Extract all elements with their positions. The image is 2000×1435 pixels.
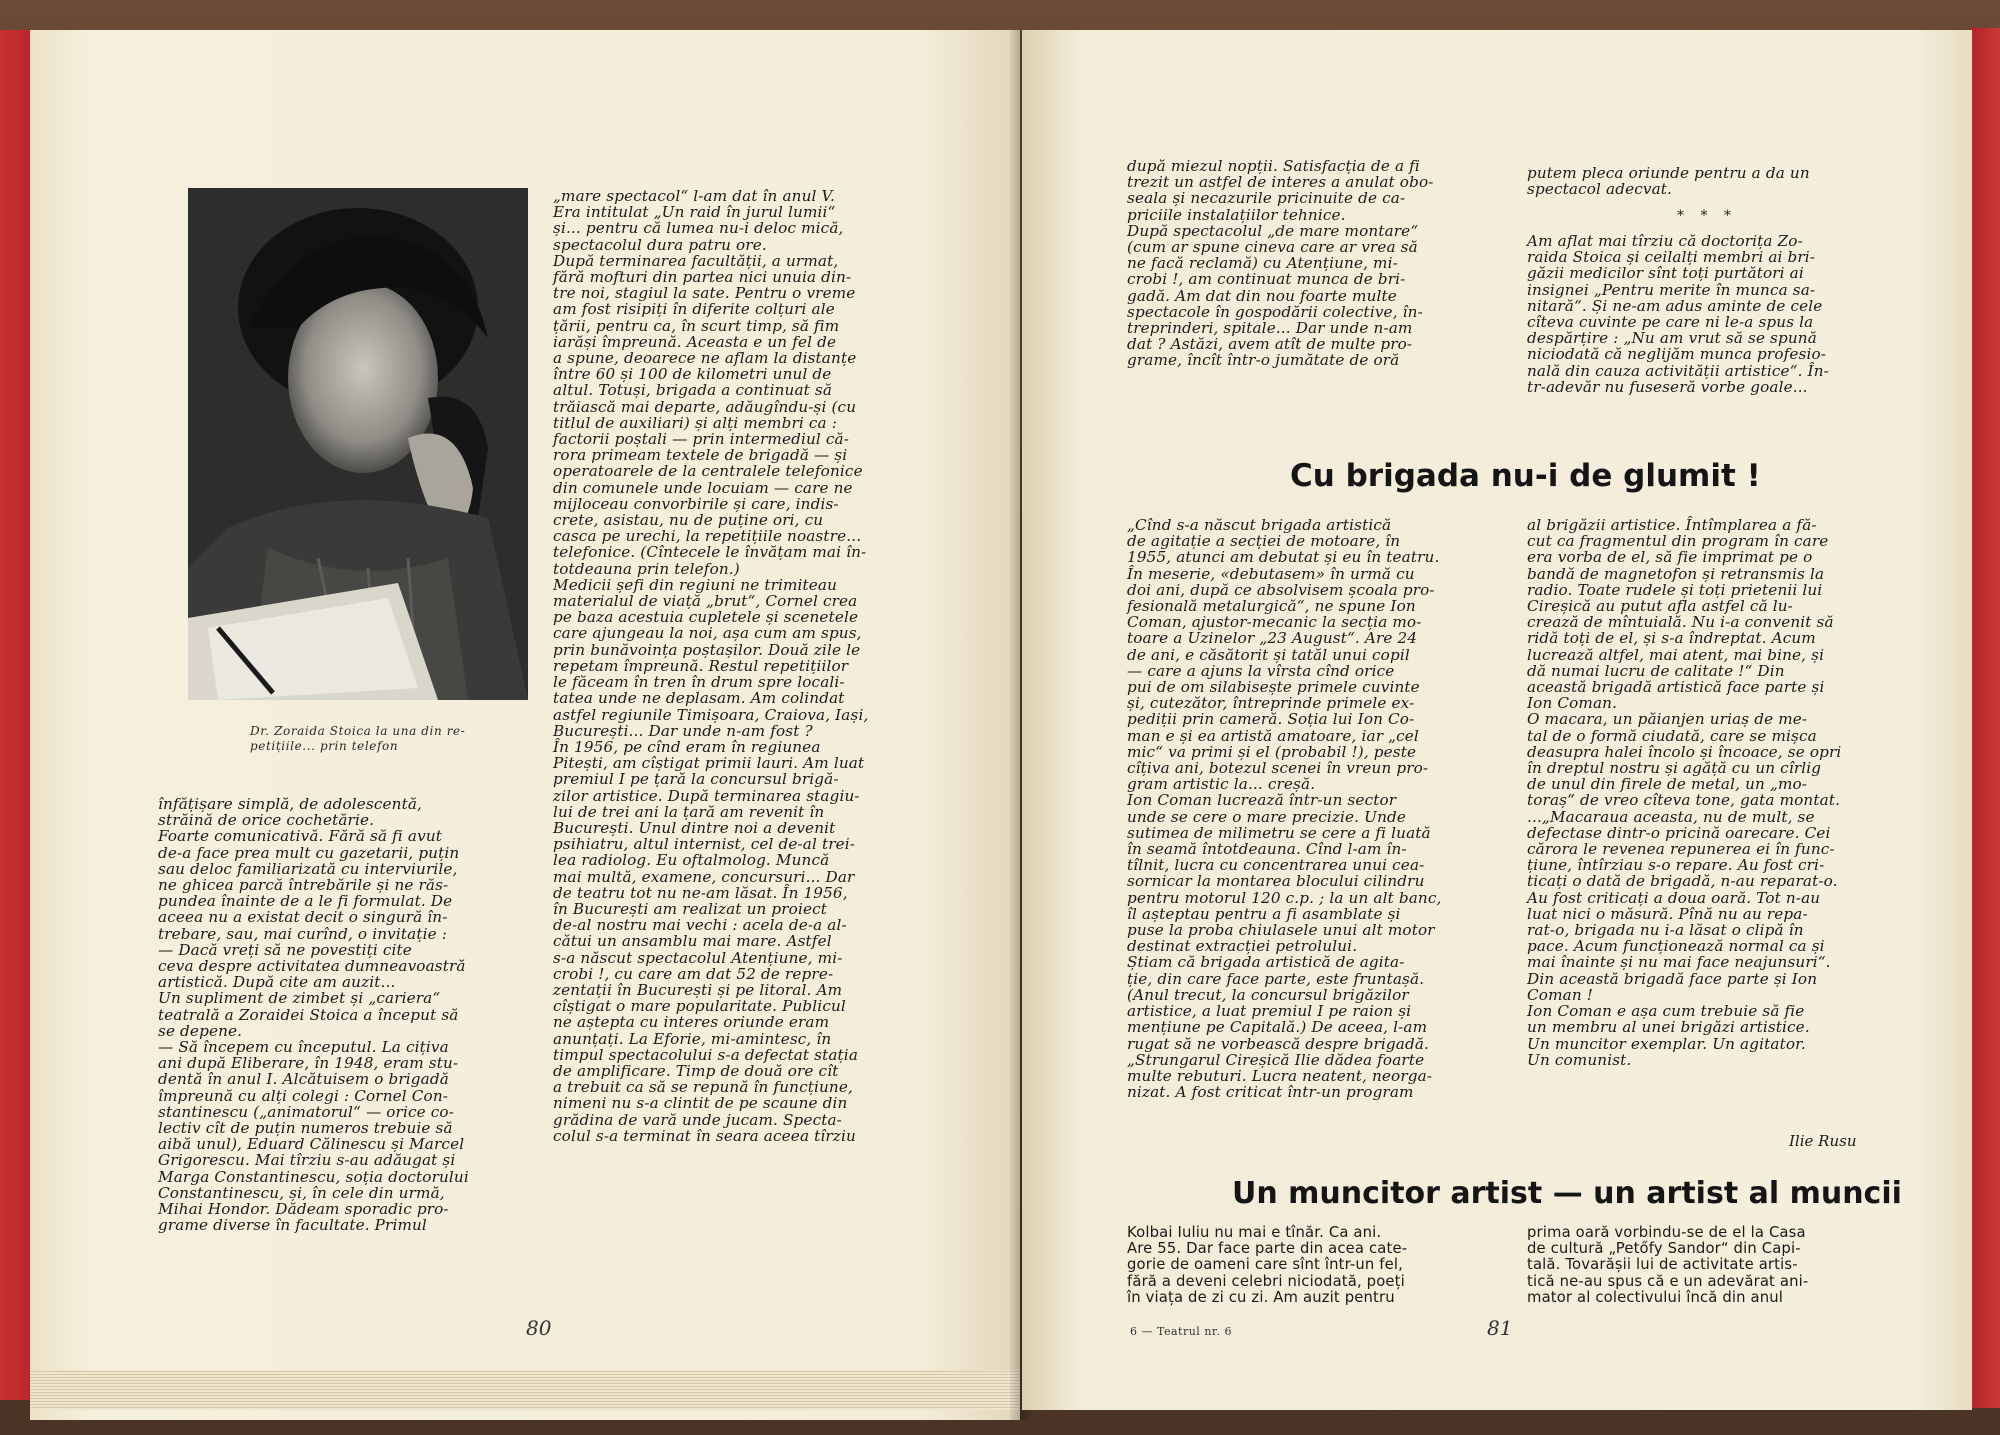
section-separator: * * * [1677,208,1737,224]
page-edges [30,1370,1020,1410]
portrait-photo [188,188,528,700]
article-top-column-2-continued: Am aflat mai tîrziu că doctorița Zo- raida Stoica și ceilalți membri ai bri- găzii medicilor sînt toți purtători ai insignei „Pentru merite în munca sa- nitară“. Și ne-am adus aminte de cele cîteva cuvinte pe care ni le-a spus la despărțire : „Nu am vrut să se spună niciodată că neglijăm munca profesio- nală din cauza activității artistice“. În- tr-adevăr nu fuseseră vorbe goale... [1527,232,1829,396]
headline-muncitor-artist: Un muncitor artist — un artist al muncii [1232,1176,1902,1211]
photo-caption: Dr. Zoraida Stoica la una din re- petițiile... prin telefon [250,724,466,753]
page-number-right: 81 [1487,1316,1513,1340]
page-number-left: 80 [526,1316,552,1340]
article-muncitor-column-1: Kolbai Iuliu nu mai e tînăr. Ca ani. Are 55. Dar face parte din acea cate- gorie de oameni care sînt într-un fel, fără a deveni celebri niciodată, poeți în viața de zi cu zi. Am auzit pentru [1127,1224,1408,1306]
article-top-column-1: după miezul nopții. Satisfacția de a fi trezit un astfel de interes a anulat obo- seala și necazurile pricinuite de ca- priciile instalațiilor tehnice. După spectacolul „de mare montare“ (cum ar spune cineva care ar vrea să ne facă reclamă) cu Atențiune, mi- crobi !, am continuat munca de bri- gadă. Am dat din nou foarte multe spectacole în gospodării colective, în- treprinderi, spitale... Dar unde n-am dat ? Astăzi, avem atît de multe pro- grame, încît într-o jumătate de oră [1127,157,1434,370]
article-column-2: „mare spectacol“ l-am dat în anul V. Era intitulat „Un raid în jurul lumii“ și... pentru că lumea nu-i deloc mică, spectacolul dura patru ore. După terminarea facultății, a urmat, fără mofturi din partea nici unuia din- tre noi, stagiul la sate. Pentru o vreme am fost risipiți în diferite colțuri ale țării, pentru ca, în scurt timp, să fim iarăși împreună. Aceasta e un fel de a spune, deoarece ne aflam la distanțe între 60 și 100 de kilometri unul de altul. Totuși, brigada a continuat să trăiască mai departe, adăugîndu-și (cu titlul de auxiliari) și alți membri ca : factorii poștali — prin intermediul că- rora primeam textele de brigadă — și operatoarele de la centralele telefonice din comunele unde locuiam — care ne mijloceau convorbirile și care, indis- crete, asistau, nu de puține ori, cu casca pe urechi, la repetițiile noastre... telefonice. (Cîntecele le învățam mai în- totdeauna prin telefon.) Medicii șefi din regiuni ne trimiteau materialul de viață „brut“, Cornel crea pe baza acestuia cupletele și scenetele care ajungeau la noi, așa cum am spus, prin bunăvoința poștașilor. Două zile le repetam împreună. Restul repetițiilor le făceam în tren în drum spre locali- tatea unde ne deplasam. Am colindat astfel regiunile Timișoara, Craiova, Iași, București... Dar unde n-am fost ? În 1956, pe cînd eram în regiunea Pitești, am cîștigat primii lauri. Am luat premiul I pe țară la concursul brigă- zilor artistice. După terminarea stagiu- lui de trei ani la țară am revenit în București. Unul dintre noi a devenit psihiatru, altul internist, cel de-al trei- lea radiolog. Eu oftalmolog. Muncă mai multă, examene, concursuri... Dar de teatru tot nu ne-am lăsat. În 1956, în București am realizat un proiect de-al nostru mai vechi : acela de-a al- cătui un ansamblu mai mare. Astfel s-a născut spectacolul Atențiune, mi- crobi !, cu care am dat 52 de repre- zentații în București și pe litoral. Am cîștigat o mare popularitate. Publicul ne aștepta cu interes oriunde eram anunțați. La Eforie, mi-amintesc, în timpul spectacolului s-a defectat stația de amplificare. Timp de două ore cît a trebuit ca să se repună în funcțiune, nimeni nu s-a clintit de pe scaune din grădina de vară unde jucam. Specta- colul s-a terminat în seara aceea tîrziu [553,187,869,1145]
page-80 [30,30,1020,1420]
portrait-photo-graphic [188,188,528,700]
issue-credit: 6 — Teatrul nr. 6 [1130,1325,1232,1338]
article-top-column-2: putem pleca oriunde pentru a da un spectacol adecvat. [1527,164,1810,199]
book-cover-right [1970,28,2000,1408]
article-author: Ilie Rusu [1789,1132,1857,1150]
headline-brigada: Cu brigada nu-i de glumit ! [1290,458,1761,494]
article-brigada-column-1: „Cînd s-a născut brigada artistică de agitație a secției de motoare, în 1955, atunci am debutat și eu în teatru. În meserie, «debutasem» în urmă cu doi ani, după ce absolvisem școala pro- fesională metalurgică“, ne spune Ion Coman, ajustor-mecanic la secția mo- toare a Uzinelor „23 August“. Are 24 de ani, e căsătorit și tatăl unui copil — care a ajuns la vîrsta cînd orice pui de om silabisește primele cuvinte și, cutezător, întreprinde primele ex- pediții prin cameră. Soția lui Ion Co- man e și ea artistă amatoare, iar „cel mic“ va primi și el (probabil !), peste cîțiva ani, botezul scenei în vreun pro- gram artistic la... creșă. Ion Coman lucrează într-un sector unde se cere o mare precizie. Unde sutimea de milimetru se cere a fi luată în seamă întotdeauna. Cînd l-am în- tîlnit, lucra cu concentrarea unui cea- sornicar la montarea blocului cilindru pentru motorul 120 c.p. ; la un alt banc, îl așteptau pentru a fi asamblate și puse la proba chiulasele unui alt motor destinat extracției petrolului. Știam că brigada artistică de agita- ție, din care face parte, este fruntașă. (Anul trecut, la concursul brigăzilor artistice, a luat premiul I pe raion și mențiune pe Capitală.) De aceea, l-am rugat să ne vorbească despre brigadă. „Strungarul Cireșică Ilie dădea foarte multe rebuturi. Lucra neatent, neorga- nizat. A fost criticat într-un program [1127,516,1442,1102]
article-brigada-column-2: al brigăzii artistice. Întîmplarea a fă- cut ca fragmentul din program în care era vorba de el, să fie imprimat pe o bandă de magnetofon și retransmis la radio. Toate rudele și toți prietenii lui Cireșică au putut afla astfel că lu- crează de mîntuială. Nu i-a convenit să ridă toți de el, și s-a îndreptat. Acum lucrează altfel, mai atent, mai bine, și dă numai lucru de calitate !“ Din această brigadă artistică face parte și Ion Coman. O macara, un păianjen uriaș de me- tal de o formă ciudată, care se mișca deasupra halei încolo și încoace, se opri în dreptul nostru și agăță cu un cîrlig de unul din firele de metal, un „mo- toraș“ de vreo cîteva tone, gata montat. ...„Macaraua aceasta, nu de mult, se defectase dintr-o pricină oarecare. Cei cărora le revenea repunerea ei în func- țiune, întîrziau s-o repare. Au fost cri- ticați o dată de brigadă, n-au reparat-o. Au fost criticați a doua oară. Tot n-au luat nici o măsură. Pînă nu au repa- rat-o, brigada nu i-a lăsat o clipă în pace. Acum funcționează normal ca și mai înainte și nu mai face neajunsuri“. Din această brigadă face parte și Ion Coman ! Ion Coman e așa cum trebuie să fie un membru al unei brigăzi artistice. Un muncitor exemplar. Un agitator. Un comunist. [1527,516,1842,1069]
article-column-1: înfățișare simplă, de adolescentă, străină de orice cochetărie. Foarte comunicativă. Fără să fi avut de-a face prea mult cu gazetarii, puțin sau deloc familiarizată cu interviurile, ne ghicea parcă întrebările și ne răs- pundea înainte de a le fi formulat. De aceea nu a existat decit o singură în- trebare, sau, mai curînd, o invitație : — Dacă vreți să ne povestiți cite ceva despre activitatea dumneavoastră artistică. După cite am auzit... Un supliment de zimbet și „cariera“ teatrală a Zoraidei Stoica a început să se depene. — Să începem cu începutul. La cițiva ani după Eliberare, în 1948, eram stu- dentă în anul I. Alcătuisem o brigadă împreună cu alți colegi : Cornel Con- stantinescu („animatorul“ — orice co- lectiv cît de puțin numeros trebuie să aibă unul), Eduard Călinescu și Marcel Grigorescu. Mai tîrziu s-au adăugat și Marga Constantinescu, soția doctorului Constantinescu, și, în cele din urmă, Mihai Hondor. Dădeam sporadic pro- grame diverse în facultate. Primul [158,795,469,1235]
page-81 [1022,30,1972,1410]
article-muncitor-column-2: prima oară vorbindu-se de el la Casa de cultură „Petőfy Sandor“ din Capi- tală. Tovarășii lui de activitate artis- tică ne-au spus că e un adevărat ani- mator al colectivului încă din anul [1527,1224,1809,1306]
